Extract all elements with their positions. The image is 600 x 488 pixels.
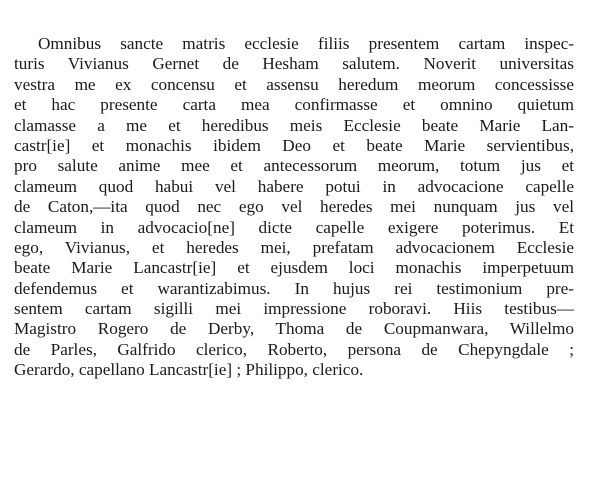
text-line: et hac presente carta mea confirmasse et omnino quietum	[14, 95, 574, 115]
text-line: ego, Vivianus, et heredes mei, prefatam advocacionem Ecclesie	[14, 237, 574, 257]
text-line: sentem cartam sigilli mei impressione roboravi. Hiis testibus—	[14, 299, 574, 319]
text-line: de Caton,—ita quod nec ego vel heredes mei nunquam jus vel	[14, 197, 574, 217]
text-line: beate Marie Lancastr[ie] et ejusdem loci monachis imperpetuum	[14, 258, 574, 278]
text-line: clameum quod habui vel habere potui in advocacione capelle	[14, 176, 574, 196]
text-line: Omnibus sancte matris ecclesie filiis presentem cartam inspec-	[38, 34, 574, 53]
text-line: Gerardo, capellano Lancastr[ie] ; Philippo, clerico.	[14, 360, 364, 380]
text-line: castr[ie] et monachis ibidem Deo et beate Marie servientibus,	[14, 135, 574, 155]
text-line: clameum in advocacio[ne] dicte capelle exigere poterimus. Et	[14, 217, 574, 237]
text-line: vestra me ex concensu et assensu heredum meorum concessisse	[14, 74, 574, 94]
text-line: clamasse a me et heredibus meis Ecclesie beate Marie Lan-	[14, 115, 574, 135]
text-line: turis Vivianus Gernet de Hesham salutem. Noverit universitas	[14, 54, 574, 74]
charter-text	[14, 34, 574, 381]
text-line: Magistro Rogero de Derby, Thoma de Coupmanwara, Willelmo	[14, 319, 574, 339]
text-line: defendemus et warantizabimus. In hujus rei testimonium pre-	[14, 278, 574, 298]
text-line: de Parles, Galfrido clerico, Roberto, persona de Chepyngdale ;	[14, 339, 574, 359]
text-line: pro salute anime mee et antecessorum meorum, totum jus et	[14, 156, 574, 176]
